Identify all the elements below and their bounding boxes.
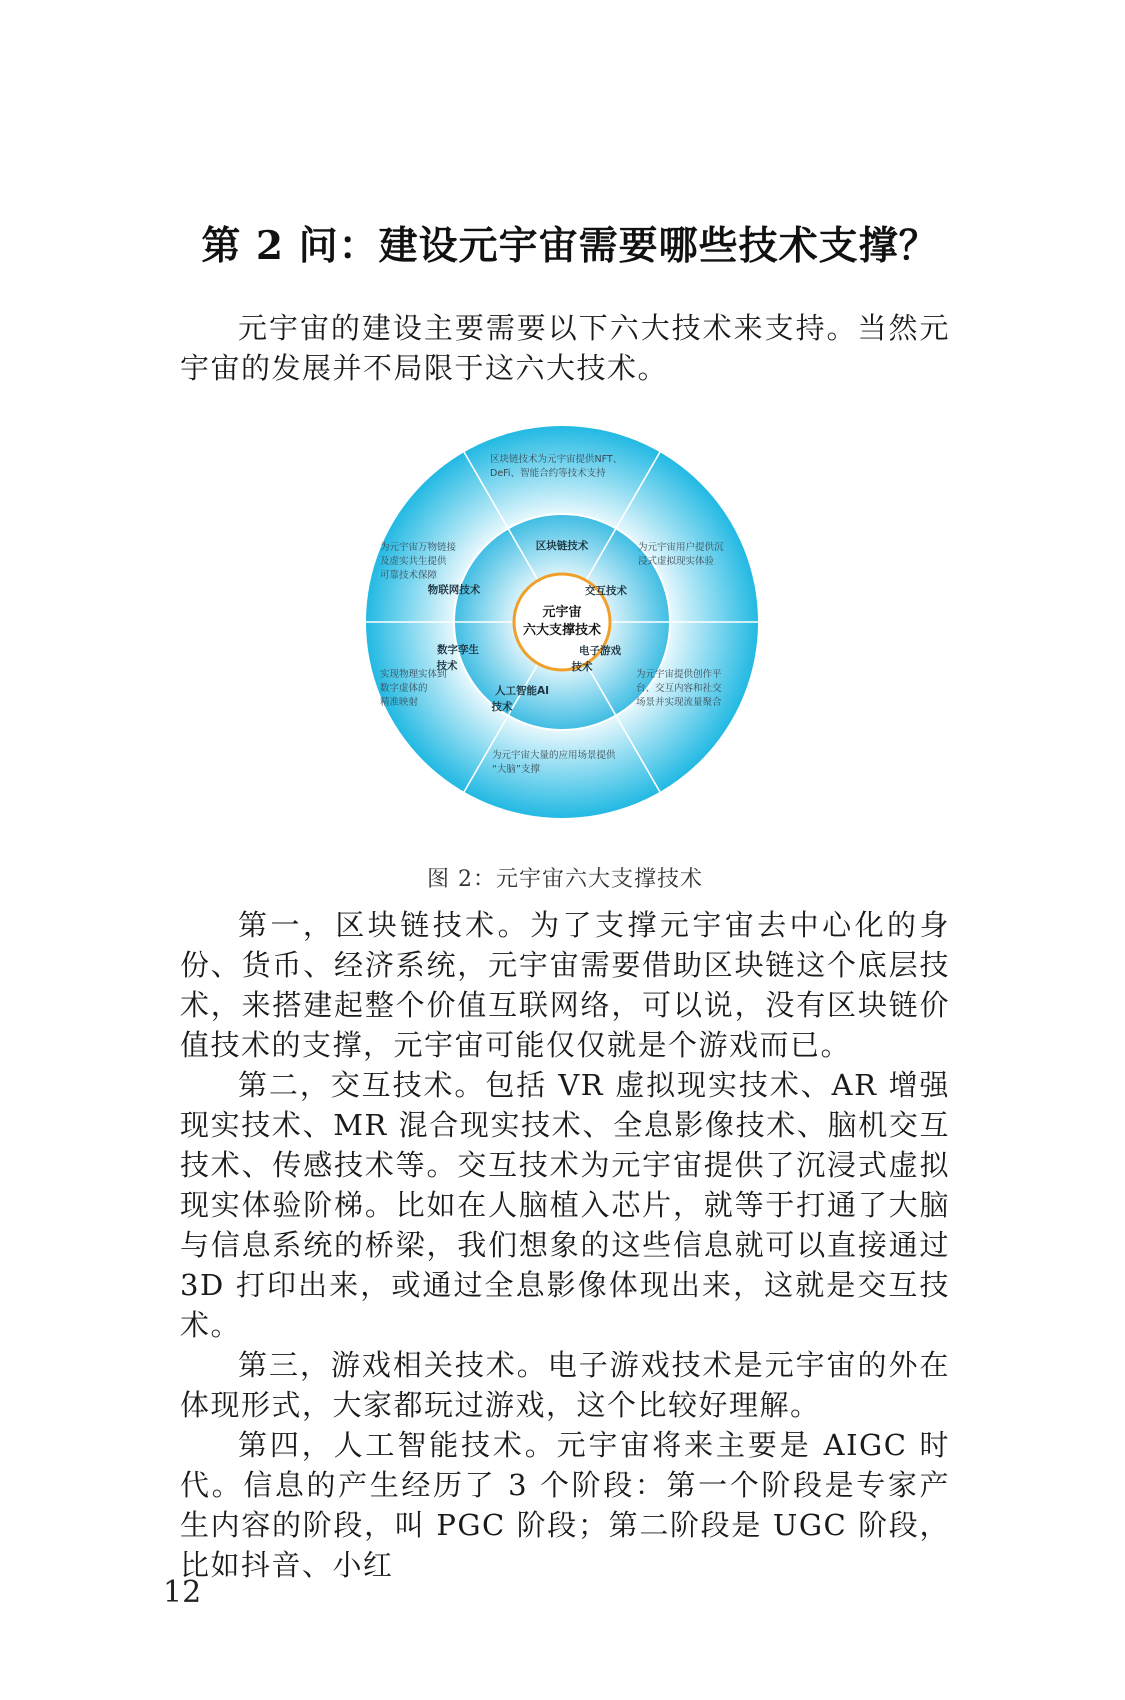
figure-caption: 图 2：元宇宙六大支撑技术 bbox=[427, 867, 703, 892]
outer-label-twin-1: 实现物理实体到 bbox=[380, 669, 447, 680]
outer-label-interaction-1: 为元宇宙用户提供沉 bbox=[638, 542, 724, 553]
outer-label-iot-3: 可靠技术保障 bbox=[380, 570, 438, 581]
page-number: 12 bbox=[163, 1575, 202, 1610]
inner-label-game-1: 电子游戏 bbox=[579, 645, 621, 657]
section-title: 第 2 问：建设元宇宙需要哪些技术支撑？ bbox=[201, 223, 939, 269]
inner-label-twin-1: 数字孪生 bbox=[437, 644, 479, 656]
inner-label-interaction: 交互技术 bbox=[585, 585, 627, 597]
paragraph-game: 第三，游戏相关技术。电子游戏技术是元宇宙的外在体现形式，大家都玩过游戏，这个比较好理解。 bbox=[180, 1348, 950, 1422]
paragraph-interaction: 第二，交互技术。包括 VR 虚拟现实技术、AR 增强现实技术、MR 混合现实技术、全息影像技术、脑机交互技术、传感技术等。交互技术为元宇宙提供了沉浸式虚拟现实体验阶梯。比如在人脑植入芯片，就等于打通了大脑与信息系统的桥梁，我们想象的这些信息就可以直接通过 3D 打印出来，或通过全息影像体现出来，这就是交互技术。 bbox=[180, 1068, 950, 1342]
paragraph-blockchain: 第一，区块链技术。为了支撑元宇宙去中心化的身份、货币、经济系统，元宇宙需要借助区块链这个底层技术，来搭建起整个价值互联网络，可以说，没有区块链价值技术的支撑，元宇宙可能仅仅就是个游戏而已。 bbox=[180, 908, 950, 1062]
outer-label-ai-2: “大脑”支撑 bbox=[492, 764, 540, 775]
center-label-1: 元宇宙 bbox=[542, 605, 582, 620]
outer-label-iot-2: 及虚实共生提供 bbox=[380, 556, 447, 567]
inner-label-ai-1: 人工智能AI bbox=[494, 685, 550, 697]
outer-label-twin-3: 精准映射 bbox=[380, 697, 419, 708]
outer-label-game-1: 为元宇宙提供创作平 bbox=[636, 669, 722, 680]
outer-label-ai-1: 为元宇宙大量的应用场景提供 bbox=[492, 750, 616, 761]
outer-label-blockchain-2: DeFi、智能合约等技术支持 bbox=[490, 468, 606, 479]
center-label-2: 六大支撑技术 bbox=[522, 623, 602, 638]
outer-label-iot-1: 为元宇宙万物链接 bbox=[380, 542, 457, 553]
outer-label-game-3: 场景并实现流量聚合 bbox=[636, 697, 722, 708]
inner-label-twin-2: 技术 bbox=[436, 660, 458, 672]
inner-label-iot: 物联网技术 bbox=[427, 584, 481, 596]
inner-label-ai-2: 技术 bbox=[491, 701, 513, 713]
outer-label-interaction-2: 浸式虚拟现实体验 bbox=[638, 556, 715, 567]
body-text bbox=[180, 905, 950, 1585]
intro-paragraph: 元宇宙的建设主要需要以下六大技术来支持。当然元宇宙的发展并不局限于这六大技术。 bbox=[180, 311, 950, 385]
inner-label-game-2: 技术 bbox=[571, 661, 593, 673]
diagram-svg bbox=[350, 410, 775, 835]
outer-label-blockchain-1: 区块链技术为元宇宙提供NFT、 bbox=[490, 454, 623, 465]
paragraph-ai: 第四，人工智能技术。元宇宙将来主要是 AIGC 时代。信息的产生经历了 3 个阶段：第一个阶段是专家产生内容的阶段，叫 PGC 阶段；第二阶段是 UGC 阶段，比如抖音、小红 bbox=[180, 1428, 950, 1582]
outer-label-game-2: 台、交互内容和社交 bbox=[636, 683, 722, 694]
inner-label-blockchain: 区块链技术 bbox=[535, 540, 589, 552]
six-technologies-diagram bbox=[350, 410, 775, 835]
outer-label-twin-2: 数字虚体的 bbox=[380, 683, 428, 694]
